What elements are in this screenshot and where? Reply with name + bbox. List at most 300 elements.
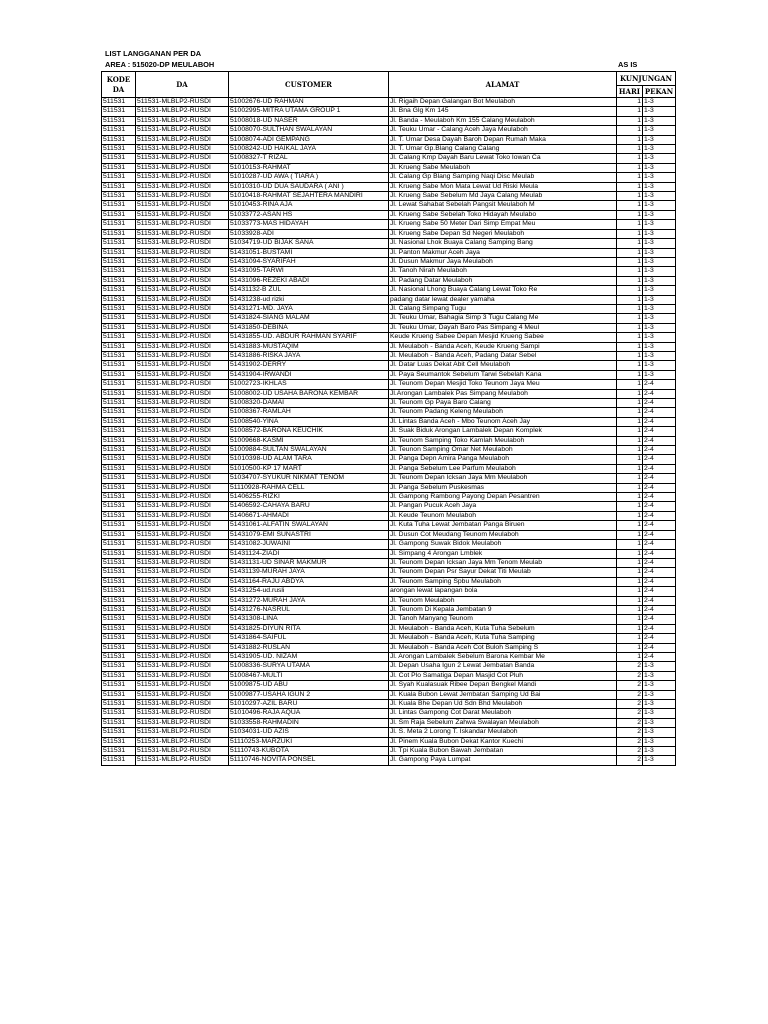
cell-da: 511531-MLBLP2-RUSDI (136, 389, 229, 398)
cell-pekan: 1-3 (643, 173, 676, 182)
cell-customer: 51431883-MUSTAQIM (229, 342, 389, 351)
cell-kode-da: 511531 (102, 323, 136, 332)
cell-customer: 51431079-EMI SUNASTRI (229, 530, 389, 539)
cell-pekan: 2-4 (643, 417, 676, 426)
cell-pekan: 1-3 (643, 304, 676, 313)
cell-da: 511531-MLBLP2-RUSDI (136, 549, 229, 558)
table-row (102, 239, 676, 248)
cell-pekan: 1-3 (643, 671, 676, 680)
cell-customer: 51431904-IRWANDI (229, 370, 389, 379)
cell-alamat: Jl. Teuku Umar - Calang Aceh Jaya Meulaboh (389, 126, 617, 135)
table-row (102, 408, 676, 417)
cell-customer: 51431139-MURAH JAYA (229, 568, 389, 577)
cell-kode-da: 511531 (102, 163, 136, 172)
cell-hari: 1 (617, 530, 643, 539)
cell-kode-da: 511531 (102, 399, 136, 408)
cell-alamat: Jl. Cot Plo Samatiga Depan Masjid Cot Pluh (389, 671, 617, 680)
cell-da: 511531-MLBLP2-RUSDI (136, 210, 229, 219)
cell-customer: 51033773-MAS HIDAYAH (229, 220, 389, 229)
table-header (102, 72, 676, 98)
cell-pekan: 1-3 (643, 662, 676, 671)
cell-pekan: 1-3 (643, 154, 676, 163)
cell-pekan: 2-4 (643, 380, 676, 389)
cell-pekan: 2-4 (643, 483, 676, 492)
cell-hari: 1 (617, 154, 643, 163)
cell-alamat: Jl. Calang Simpang Tugu (389, 304, 617, 313)
cell-hari: 1 (617, 192, 643, 201)
cell-alamat: Jl. Keude Teunom Meulaboh (389, 511, 617, 520)
cell-alamat: Jl. Sm Raja Sebelum Zahwa Swalayan Meulaboh (389, 718, 617, 727)
cell-alamat: Jl. Nasional Lhong Buaya Calang Lewat Toko Re (389, 286, 617, 295)
table-row (102, 248, 676, 257)
cell-hari: 1 (617, 408, 643, 417)
table-row (102, 577, 676, 586)
cell-hari: 1 (617, 220, 643, 229)
cell-pekan: 1-3 (643, 718, 676, 727)
cell-da: 511531-MLBLP2-RUSDI (136, 135, 229, 144)
cell-kode-da: 511531 (102, 154, 136, 163)
cell-da: 511531-MLBLP2-RUSDI (136, 643, 229, 652)
cell-hari: 1 (617, 267, 643, 276)
table-row (102, 173, 676, 182)
cell-kode-da: 511531 (102, 615, 136, 624)
cell-da: 511531-MLBLP2-RUSDI (136, 615, 229, 624)
cell-hari: 1 (617, 652, 643, 661)
cell-hari: 1 (617, 116, 643, 125)
table-row (102, 436, 676, 445)
cell-kode-da: 511531 (102, 756, 136, 765)
cell-kode-da: 511531 (102, 436, 136, 445)
cell-hari: 1 (617, 304, 643, 313)
table-row (102, 756, 676, 765)
cell-da: 511531-MLBLP2-RUSDI (136, 427, 229, 436)
cell-alamat: Jl. S. Meta 2 Lorong T. Iskandar Meulaboh (389, 728, 617, 737)
cell-da: 511531-MLBLP2-RUSDI (136, 436, 229, 445)
cell-hari: 1 (617, 493, 643, 502)
cell-pekan: 1-3 (643, 267, 676, 276)
cell-alamat: Keude Krueng Sabee Depan Mesjid Krueng Sabee (389, 333, 617, 342)
cell-customer: 51002676-UD RAHMAN (229, 98, 389, 107)
cell-kode-da: 511531 (102, 493, 136, 502)
cell-pekan: 1-3 (643, 145, 676, 154)
cell-customer: 51010398-UD ALAM TARA (229, 455, 389, 464)
table-row (102, 304, 676, 313)
cell-alamat: Jl. Tanoh Nirah Meulaboh (389, 267, 617, 276)
cell-alamat: Jl. Calang Gp Blang Samping Naqi Disc Meulab (389, 173, 617, 182)
cell-customer: 51110253-MARZUKI (229, 737, 389, 746)
cell-customer: 51010310-UD DUA SAUDARA ( ANI ) (229, 182, 389, 191)
cell-pekan: 1-3 (643, 342, 676, 351)
cell-alamat: Jl. Dusun Cot Meudang Teunom Meulaboh (389, 530, 617, 539)
table-body (102, 98, 676, 766)
cell-customer: 51431124-ZIADI (229, 549, 389, 558)
cell-customer: 51008327-T RIZAL (229, 154, 389, 163)
table-row (102, 427, 676, 436)
cell-da: 511531-MLBLP2-RUSDI (136, 116, 229, 125)
cell-alamat: Jl. Nasional Lhok Buaya Calang Samping Bang (389, 239, 617, 248)
cell-kode-da: 511531 (102, 276, 136, 285)
table-row (102, 728, 676, 737)
table-row (102, 399, 676, 408)
cell-hari: 1 (617, 399, 643, 408)
cell-customer: 51431238-ud rizki (229, 295, 389, 304)
cell-hari: 2 (617, 728, 643, 737)
cell-kode-da: 511531 (102, 295, 136, 304)
cell-alamat: Jl. Tpi Kuala Bubon Bawah Jembatan (389, 747, 617, 756)
cell-hari: 1 (617, 605, 643, 614)
cell-alamat: Jl. Meulaboh - Banda Aceh Cot Buloh Samping S (389, 643, 617, 652)
header-hari: HARI (617, 86, 643, 98)
cell-da: 511531-MLBLP2-RUSDI (136, 605, 229, 614)
cell-kode-da: 511531 (102, 116, 136, 125)
cell-customer: 51009877-USAHA IGUN 2 (229, 690, 389, 699)
cell-alamat: Jl. Krueng Sabe Sebelah Toko Hidayah Meulabo (389, 210, 617, 219)
table-row (102, 210, 676, 219)
table-row (102, 220, 676, 229)
cell-pekan: 1-3 (643, 239, 676, 248)
cell-kode-da: 511531 (102, 417, 136, 426)
cell-hari: 1 (617, 577, 643, 586)
cell-alamat: Jl. Lewat Sahabat Sebelah Pangsit Meulaboh M (389, 201, 617, 210)
cell-customer: 51431132-B ZUL (229, 286, 389, 295)
cell-pekan: 1-3 (643, 276, 676, 285)
table-row (102, 681, 676, 690)
cell-da: 511531-MLBLP2-RUSDI (136, 634, 229, 643)
cell-hari: 1 (617, 126, 643, 135)
cell-customer: 51010496-RAJA AQUA (229, 709, 389, 718)
cell-alamat: Jl. Simpang 4 Arongan Lmblek (389, 549, 617, 558)
cell-alamat: Jl. Gampong Suwak Bidok Meulaboh (389, 540, 617, 549)
cell-alamat: Jl. Kuala Bhe Depan Ud Sdn Bhd Meulaboh (389, 700, 617, 709)
cell-kode-da: 511531 (102, 605, 136, 614)
cell-pekan: 1-3 (643, 728, 676, 737)
cell-kode-da: 511531 (102, 530, 136, 539)
cell-hari: 1 (617, 587, 643, 596)
cell-customer: 51431094-SYARIFAH (229, 257, 389, 266)
cell-pekan: 1-3 (643, 351, 676, 360)
cell-da: 511531-MLBLP2-RUSDI (136, 192, 229, 201)
cell-kode-da: 511531 (102, 464, 136, 473)
cell-customer: 51431095-TARWI (229, 267, 389, 276)
cell-da: 511531-MLBLP2-RUSDI (136, 728, 229, 737)
cell-pekan: 2-4 (643, 436, 676, 445)
table-row (102, 182, 676, 191)
cell-customer: 51009668-KASMI (229, 436, 389, 445)
table-row (102, 511, 676, 520)
cell-hari: 2 (617, 662, 643, 671)
cell-da: 511531-MLBLP2-RUSDI (136, 182, 229, 191)
cell-pekan: 1-3 (643, 163, 676, 172)
cell-customer: 51009875-UD ABU (229, 681, 389, 690)
cell-kode-da: 511531 (102, 747, 136, 756)
table-row (102, 417, 676, 426)
cell-customer: 51406255-RIZKI (229, 493, 389, 502)
cell-da: 511531-MLBLP2-RUSDI (136, 493, 229, 502)
cell-alamat: Jl. Suak Biduk Arongan Lambalek Depan Komplek (389, 427, 617, 436)
table-row (102, 267, 676, 276)
cell-pekan: 2-4 (643, 615, 676, 624)
cell-kode-da: 511531 (102, 643, 136, 652)
cell-pekan: 1-3 (643, 257, 676, 266)
cell-pekan: 2-4 (643, 587, 676, 596)
table-row (102, 145, 676, 154)
cell-alamat: Jl. Krueng Sabe Sebelum Md Jaya Calang Meulab (389, 192, 617, 201)
cell-pekan: 2-4 (643, 558, 676, 567)
table-row (102, 671, 676, 680)
cell-customer: 51008572-BARONA KEUCHIK (229, 427, 389, 436)
cell-da: 511531-MLBLP2-RUSDI (136, 502, 229, 511)
cell-da: 511531-MLBLP2-RUSDI (136, 126, 229, 135)
cell-alamat: arongan lewat lapangan bola (389, 587, 617, 596)
cell-alamat: Jl. Lintas Banda Aceh - Mbo Teunom Aceh Jay (389, 417, 617, 426)
cell-kode-da: 511531 (102, 408, 136, 417)
cell-customer: 51431905-UD. NIZAM (229, 652, 389, 661)
cell-da: 511531-MLBLP2-RUSDI (136, 276, 229, 285)
table-row (102, 643, 676, 652)
cell-hari: 1 (617, 182, 643, 191)
cell-kode-da: 511531 (102, 351, 136, 360)
cell-da: 511531-MLBLP2-RUSDI (136, 163, 229, 172)
cell-hari: 1 (617, 568, 643, 577)
cell-da: 511531-MLBLP2-RUSDI (136, 380, 229, 389)
cell-pekan: 2-4 (643, 493, 676, 502)
cell-alamat: Jl. Datar Luas Dekat Abit Cell Meulaboh (389, 361, 617, 370)
cell-alamat: Jl. Krueng Sabe Depan Sd Negeri Meulaboh (389, 229, 617, 238)
cell-da: 511531-MLBLP2-RUSDI (136, 333, 229, 342)
cell-kode-da: 511531 (102, 587, 136, 596)
cell-hari: 2 (617, 709, 643, 718)
cell-hari: 1 (617, 135, 643, 144)
header-alamat: ALAMAT (389, 72, 617, 98)
table-row (102, 370, 676, 379)
cell-hari: 1 (617, 417, 643, 426)
cell-da: 511531-MLBLP2-RUSDI (136, 370, 229, 379)
cell-da: 511531-MLBLP2-RUSDI (136, 286, 229, 295)
cell-customer: 51431855-UD. ABDUR RAHMAN SYARIF (229, 333, 389, 342)
table-row (102, 502, 676, 511)
cell-customer: 51010297-AZIL BARU (229, 700, 389, 709)
table-row (102, 351, 676, 360)
cell-customer: 51008242-UD HAIKAL JAYA (229, 145, 389, 154)
cell-hari: 1 (617, 643, 643, 652)
cell-kode-da: 511531 (102, 314, 136, 323)
cell-da: 511531-MLBLP2-RUSDI (136, 304, 229, 313)
cell-kode-da: 511531 (102, 596, 136, 605)
cell-alamat: Jl. Padang Datar Meulaboh (389, 276, 617, 285)
table-row (102, 389, 676, 398)
cell-da: 511531-MLBLP2-RUSDI (136, 756, 229, 765)
cell-alamat: Jl. Teunom Padang Keleng Meulaboh (389, 408, 617, 417)
cell-pekan: 1-3 (643, 135, 676, 144)
cell-alamat: Jl. Arongan Lambalek Sebelum Barona Kembar Me (389, 652, 617, 661)
table-row (102, 596, 676, 605)
cell-alamat: Jl. Meulaboh - Banda Aceh, Kuta Tuha Samping (389, 634, 617, 643)
cell-hari: 1 (617, 351, 643, 360)
cell-customer: 51002723-IKHLAS (229, 380, 389, 389)
cell-alamat: Jl. Pangan Pucuk Aceh Jaya (389, 502, 617, 511)
cell-hari: 1 (617, 163, 643, 172)
cell-alamat: Jl. Krueng Sabe 50 Meter Dari Simp Empat Meu (389, 220, 617, 229)
cell-alamat: Jl. Meulaboh - Banda Aceh, Keude Krueng Sampi (389, 342, 617, 351)
cell-customer: 51110743-KUBOTA (229, 747, 389, 756)
cell-pekan: 1-3 (643, 286, 676, 295)
table-row (102, 192, 676, 201)
cell-pekan: 1-3 (643, 690, 676, 699)
cell-pekan: 1-3 (643, 756, 676, 765)
cell-kode-da: 511531 (102, 624, 136, 633)
cell-pekan: 1-3 (643, 116, 676, 125)
list-title: LIST LANGGANAN PER DA (105, 49, 202, 58)
cell-alamat: Jl. Teunom Depan Psr Sayur Dekat Titi Meulab (389, 568, 617, 577)
cell-hari: 2 (617, 756, 643, 765)
cell-da: 511531-MLBLP2-RUSDI (136, 98, 229, 107)
cell-kode-da: 511531 (102, 145, 136, 154)
cell-da: 511531-MLBLP2-RUSDI (136, 671, 229, 680)
cell-pekan: 2-4 (643, 455, 676, 464)
table-row (102, 615, 676, 624)
cell-pekan: 2-4 (643, 596, 676, 605)
cell-customer: 51431824-SIANG MALAM (229, 314, 389, 323)
table-row (102, 446, 676, 455)
cell-kode-da: 511531 (102, 540, 136, 549)
cell-da: 511531-MLBLP2-RUSDI (136, 737, 229, 746)
as-is-label: AS IS (618, 60, 638, 69)
cell-kode-da: 511531 (102, 257, 136, 266)
cell-customer: 51008018-UD NASER (229, 116, 389, 125)
cell-da: 511531-MLBLP2-RUSDI (136, 408, 229, 417)
cell-kode-da: 511531 (102, 577, 136, 586)
cell-hari: 1 (617, 107, 643, 116)
cell-alamat: Jl. Pinem Kuala Bubon Dekat Kantor Kuechi (389, 737, 617, 746)
cell-da: 511531-MLBLP2-RUSDI (136, 295, 229, 304)
cell-customer: 51008320-DAMAI (229, 399, 389, 408)
cell-kode-da: 511531 (102, 389, 136, 398)
cell-customer: 51431825-DIYUN RITA (229, 624, 389, 633)
cell-hari: 1 (617, 596, 643, 605)
cell-pekan: 1-3 (643, 229, 676, 238)
cell-da: 511531-MLBLP2-RUSDI (136, 314, 229, 323)
cell-kode-da: 511531 (102, 427, 136, 436)
cell-customer: 51431082-JUWAINI (229, 540, 389, 549)
cell-customer: 51431131-UD SINAR MAKMUR (229, 558, 389, 567)
cell-kode-da: 511531 (102, 700, 136, 709)
cell-hari: 1 (617, 145, 643, 154)
cell-pekan: 2-4 (643, 643, 676, 652)
cell-hari: 1 (617, 446, 643, 455)
cell-customer: 51010418-RAHMAT SEJAHTERA MANDIRI (229, 192, 389, 201)
cell-customer: 51002995-MITRA UTAMA GROUP 1 (229, 107, 389, 116)
cell-kode-da: 511531 (102, 342, 136, 351)
cell-pekan: 2-4 (643, 521, 676, 530)
table-row (102, 493, 676, 502)
header-kunjungan: KUNJUNGAN (617, 72, 676, 86)
table-row (102, 201, 676, 210)
cell-alamat: Jl. Kuala Bubon Lewat Jembatan Samping Ud Bai (389, 690, 617, 699)
cell-alamat: Jl. Panton Makmur Aceh Jaya (389, 248, 617, 257)
table-row (102, 154, 676, 163)
cell-alamat: Jl. Krueng Sabe Meulaboh (389, 163, 617, 172)
table-row (102, 700, 676, 709)
cell-hari: 2 (617, 671, 643, 680)
cell-pekan: 1-3 (643, 700, 676, 709)
cell-hari: 1 (617, 521, 643, 530)
cell-da: 511531-MLBLP2-RUSDI (136, 239, 229, 248)
cell-customer: 51008070-SULTHAN SWALAYAN (229, 126, 389, 135)
cell-da: 511531-MLBLP2-RUSDI (136, 267, 229, 276)
cell-hari: 1 (617, 427, 643, 436)
header-da: DA (136, 72, 229, 98)
cell-alamat: Jl. Teuku Umar, Bahagia Simp 3 Tugu Calang Me (389, 314, 617, 323)
cell-alamat: Jl. Lintas Gampong Cot Darat Meulaboh (389, 709, 617, 718)
cell-kode-da: 511531 (102, 718, 136, 727)
table-row (102, 98, 676, 107)
table-row (102, 558, 676, 567)
cell-customer: 51431886-RISKA JAYA (229, 351, 389, 360)
cell-kode-da: 511531 (102, 502, 136, 511)
table-row (102, 540, 676, 549)
cell-alamat: Jl.Arongan Lambalek Pas Simpang Meulaboh (389, 389, 617, 398)
table-row (102, 276, 676, 285)
cell-customer: 51008074-ADI GEMPANG (229, 135, 389, 144)
cell-hari: 1 (617, 361, 643, 370)
cell-customer: 51010500-KP 17 MART (229, 464, 389, 473)
cell-pekan: 2-4 (643, 568, 676, 577)
cell-alamat: Jl. Depan Usaha Igun 2 Lewat Jembatan Banda (389, 662, 617, 671)
cell-alamat: Jl. Gampong Paya Lumpat (389, 756, 617, 765)
cell-hari: 1 (617, 342, 643, 351)
cell-kode-da: 511531 (102, 173, 136, 182)
cell-hari: 1 (617, 173, 643, 182)
cell-pekan: 2-4 (643, 652, 676, 661)
cell-da: 511531-MLBLP2-RUSDI (136, 446, 229, 455)
cell-hari: 1 (617, 295, 643, 304)
cell-hari: 1 (617, 229, 643, 238)
table-row (102, 116, 676, 125)
cell-customer: 51431096-REZEKI ABADI (229, 276, 389, 285)
cell-da: 511531-MLBLP2-RUSDI (136, 257, 229, 266)
cell-kode-da: 511531 (102, 737, 136, 746)
cell-alamat: Jl. Panga Sebelum Lee Parfum Meulaboh (389, 464, 617, 473)
table-row (102, 483, 676, 492)
cell-alamat: Jl. Calang Kmp Dayah Baru Lewat Toko Iowan Ca (389, 154, 617, 163)
cell-customer: 51406592-CAHAYA BARU (229, 502, 389, 511)
cell-da: 511531-MLBLP2-RUSDI (136, 417, 229, 426)
cell-pekan: 1-3 (643, 248, 676, 257)
cell-da: 511531-MLBLP2-RUSDI (136, 248, 229, 257)
cell-alamat: Jl. T. Umar Gp.Blang Calang Calang (389, 145, 617, 154)
cell-da: 511531-MLBLP2-RUSDI (136, 530, 229, 539)
cell-da: 511531-MLBLP2-RUSDI (136, 690, 229, 699)
cell-hari: 1 (617, 502, 643, 511)
table-row (102, 295, 676, 304)
cell-pekan: 1-3 (643, 314, 676, 323)
cell-alamat: padang datar lewat dealer yamaha (389, 295, 617, 304)
table-row (102, 634, 676, 643)
table-row (102, 229, 676, 238)
cell-kode-da: 511531 (102, 455, 136, 464)
cell-pekan: 1-3 (643, 323, 676, 332)
cell-kode-da: 511531 (102, 201, 136, 210)
cell-da: 511531-MLBLP2-RUSDI (136, 558, 229, 567)
cell-pekan: 2-4 (643, 624, 676, 633)
table-row (102, 568, 676, 577)
cell-hari: 2 (617, 737, 643, 746)
cell-alamat: Jl. Tanoh Manyang Teunom (389, 615, 617, 624)
cell-da: 511531-MLBLP2-RUSDI (136, 323, 229, 332)
cell-customer: 51008367-RAMLAH (229, 408, 389, 417)
cell-hari: 1 (617, 201, 643, 210)
table-row (102, 333, 676, 342)
